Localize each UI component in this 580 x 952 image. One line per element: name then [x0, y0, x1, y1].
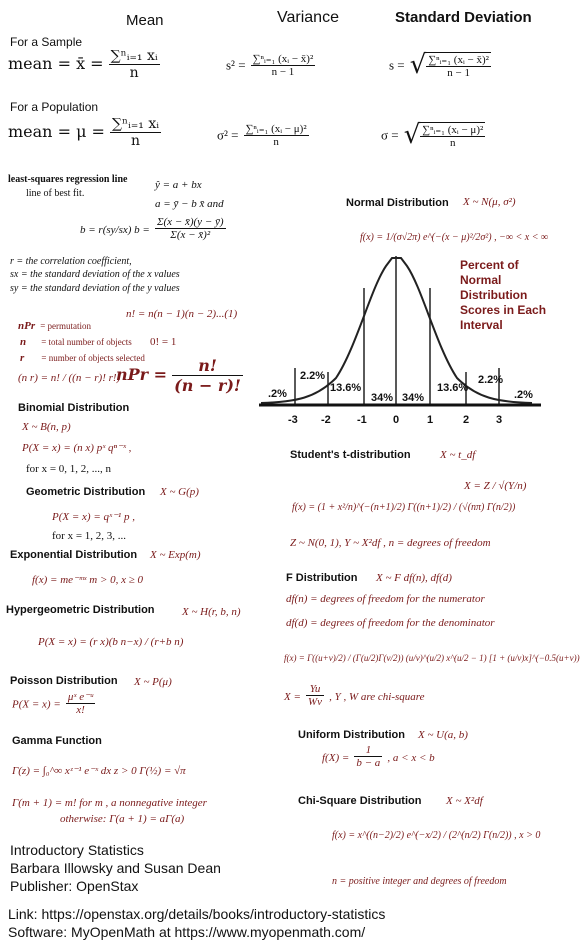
pct-left-tail: .2%: [268, 388, 287, 400]
population-sd-formula: σ = √ $\frac{\text{∑ⁿᵢ₌₁ (xᵢ − μ)²}}{n}$: [381, 120, 484, 150]
pct-right-tail: .2%: [514, 389, 533, 401]
combination-formula: (n r) = n! / ((n − r)! r!): [18, 372, 121, 384]
geometric-range: for x = 1, 2, 3, ...: [52, 530, 127, 542]
poisson-notation: X ~ P(μ): [134, 676, 172, 688]
student-t-title: Student's t-distribution: [290, 449, 411, 461]
f-dfd: df(d) = degrees of freedom for the denominator: [286, 617, 495, 629]
tick-neg2: -2: [321, 414, 331, 426]
population-variance-formula: σ² = $\frac{\text{∑ⁿᵢ₌₁ (xᵢ − μ)²}}{n}$: [217, 123, 307, 148]
exponential-pdf: f(x) = me⁻ᵐˣ m > 0, x ≥ 0: [32, 574, 144, 586]
normal-percent-note: Percent of Normal Distribution Scores in Each Interval: [460, 258, 547, 332]
geometric-pmf: P(X = x) = qˣ⁻¹ p ,: [52, 511, 135, 523]
f-x-def: X = $\frac{Yu}{Wv}$ , Y , W are chi-square: [284, 683, 425, 708]
pct-34-left: 34%: [371, 392, 394, 404]
tick-3: 3: [496, 414, 503, 426]
poisson-title: Poisson Distribution: [10, 675, 118, 687]
uniform-pdf: f(X) = $\frac{1}{b - a}$ , a < x < b: [322, 744, 435, 769]
sample-sd-formula: s = √ $\frac{\text{∑ⁿᵢ₌₁ (xᵢ − x̄)²}}{n - 1}$: [389, 50, 489, 80]
sample-variance-formula: s² = $\frac{\text{∑ⁿᵢ₌₁ (xᵢ − x̄)²}}{n - 1}$: [226, 53, 314, 78]
zero-factorial: 0! = 1: [150, 336, 177, 348]
pct-13-6-left: 13.6%: [330, 382, 362, 394]
perm-r-def: r = number of objects selected: [20, 352, 145, 364]
binomial-notation: X ~ B(n, p): [22, 421, 71, 433]
tick-neg1: -1: [357, 414, 367, 426]
book-publisher: Publisher: OpenStax: [10, 878, 139, 894]
regression-def-sx: sx = the standard deviation of the x values: [10, 269, 180, 280]
tick-neg3: -3: [288, 414, 298, 426]
uniform-title: Uniform Distribution: [298, 729, 405, 741]
binomial-range: for x = 0, 1, 2, ..., n: [26, 463, 112, 475]
gamma-otherwise: otherwise: Γ(a + 1) = aΓ(a): [60, 813, 185, 825]
hypergeometric-notation: X ~ H(r, b, n): [182, 606, 241, 618]
student-t-pdf: f(x) = (1 + x²/n)^(−(n+1)/2) Γ((n+1)/2) / (√(nπ) Γ(n/2)): [292, 502, 516, 513]
student-t-notation: X ~ t_df: [440, 449, 476, 461]
chi-square-notation: X ~ X²df: [446, 795, 483, 807]
tick-0: 0: [393, 414, 400, 426]
f-notation: X ~ F df(n), df(d): [376, 572, 452, 584]
pct-2-2-left: 2.2%: [300, 370, 326, 382]
regression-b-eq: b = r(sy/sx) b = $\frac{\Sigma(x - x̄)(y - ȳ)}{\text{Σ(x − x̄)²}}$: [80, 216, 224, 241]
permutation-formula: nPr = $\frac{n!}{(n - r)!}$: [116, 356, 241, 395]
pct-13-6-right: 13.6%: [437, 382, 469, 394]
regression-subtitle: line of best fit.: [26, 188, 85, 199]
sample-label: For a Sample: [10, 35, 83, 49]
hypergeometric-title: Hypergeometric Distribution: [6, 604, 155, 616]
regression-def-r: r = the correlation coefficient,: [10, 256, 132, 267]
poisson-pmf: P(X = x) = $\frac{\text{μˣ e⁻ᵘ}}{x!}$: [12, 691, 94, 716]
sd-header: Standard Deviation: [395, 9, 532, 26]
population-mean-formula: mean = μ = $\frac{\text{∑ⁿᵢ₌₁ xᵢ}}{n}$: [8, 116, 160, 149]
mean-header: Mean: [126, 12, 164, 29]
gamma-title: Gamma Function: [12, 735, 102, 747]
exponential-notation: X ~ Exp(m): [150, 549, 201, 561]
population-label: For a Population: [10, 100, 99, 114]
binomial-pmf: P(X = x) = (n x) pˣ qⁿ⁻ˣ ,: [22, 442, 132, 454]
f-dfn: df(n) = degrees of freedom for the numerator: [286, 593, 485, 605]
normal-curve-chart: [256, 248, 546, 428]
exponential-title: Exponential Distribution: [10, 549, 138, 561]
book-link[interactable]: Link: https://openstax.org/details/books/introductory-statistics: [8, 906, 386, 922]
regression-title: least-squares regression line: [8, 174, 128, 185]
regression-a-eq: a = ȳ − b x̄ and: [155, 198, 224, 210]
chi-square-title: Chi-Square Distribution: [298, 795, 422, 807]
geometric-notation: X ~ G(p): [160, 486, 199, 498]
chi-square-pdf: f(x) = x^((n−2)/2) e^(−x/2) / (2^(n/2) Γ(n/2)) , x > 0: [332, 830, 541, 841]
uniform-notation: X ~ U(a, b): [418, 729, 468, 741]
perm-symbol-def: nPr = permutation: [18, 320, 92, 332]
normal-pdf: f(x) = 1/(σ√2π) e^(−(x − μ)²/2σ²) , −∞ < x < ∞: [360, 232, 549, 243]
normal-notation: X ~ N(μ, σ²): [463, 196, 516, 208]
normal-title: Normal Distribution: [346, 197, 449, 209]
f-title: F Distribution: [286, 572, 358, 584]
student-t-statistic: X = Z / √(Y/n): [464, 480, 527, 492]
f-pdf: f(x) = Γ((u+v)/2) / (Γ(u/2)Γ(v/2)) (u/v)^(u/2) x^(u/2 − 1) [1 + (u/v)x]^(−0.5(u+v)): [284, 653, 580, 663]
chi-square-note: n = positive integer and degrees of freedom: [332, 876, 507, 887]
tick-2: 2: [463, 414, 470, 426]
variance-header: Variance: [277, 9, 339, 26]
pct-34-right: 34%: [402, 392, 425, 404]
gamma-definition: Γ(z) = ∫₀^∞ xᶻ⁻¹ e⁻ˣ dx z > 0 Γ(½) = √π: [12, 765, 186, 777]
book-authors: Barbara Illowsky and Susan Dean: [10, 860, 221, 876]
gamma-recursion: Γ(m + 1) = m! for m , a nonnegative integer: [12, 797, 207, 809]
pct-2-2-right: 2.2%: [478, 374, 504, 386]
software-link[interactable]: Software: MyOpenMath at https://www.myopenmath.com/: [8, 924, 366, 940]
sample-mean-formula: mean = x̄ = $\frac{\text{∑ⁿᵢ₌₁ xᵢ}}{n}$: [8, 48, 158, 81]
perm-n-def: n = total number of objects: [20, 336, 132, 348]
hypergeometric-pmf: P(X = x) = (r x)(b n−x) / (r+b n): [38, 636, 184, 648]
factorial-def: n! = n(n − 1)(n − 2)...(1): [126, 308, 238, 320]
geometric-title: Geometric Distribution: [26, 486, 146, 498]
tick-1: 1: [427, 414, 434, 426]
student-t-note: Z ~ N(0, 1), Y ~ X²df , n = degrees of freedom: [290, 537, 491, 549]
regression-line-eq: ŷ = a + bx: [155, 179, 202, 191]
binomial-title: Binomial Distribution: [18, 402, 130, 414]
book-title: Introductory Statistics: [10, 842, 144, 858]
regression-def-sy: sy = the standard deviation of the y values: [10, 283, 180, 294]
